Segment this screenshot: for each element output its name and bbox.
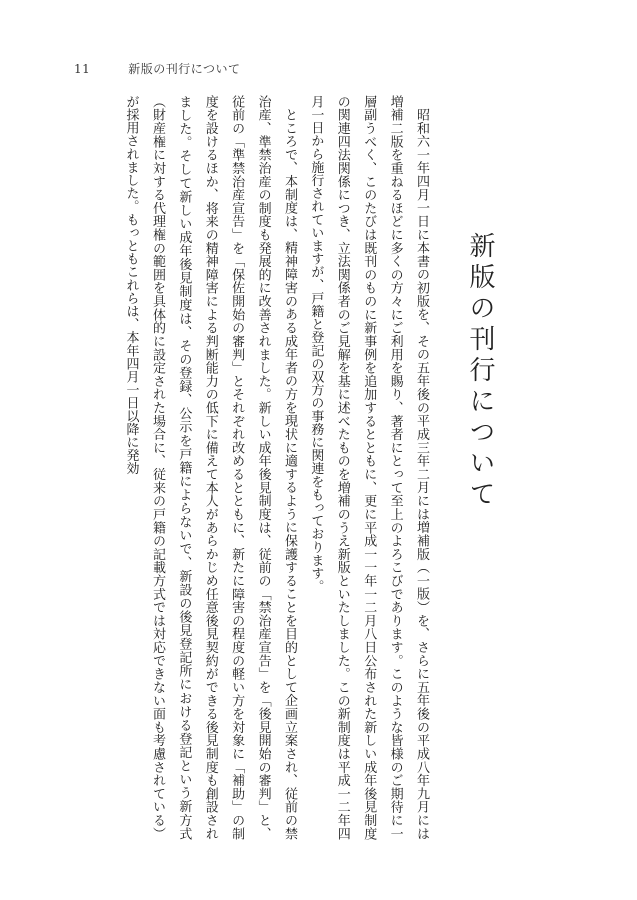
page-number: 11 (74, 62, 91, 76)
running-header (74, 60, 241, 77)
paragraph-1: 昭和六一年四月一日に本書の初版を、その五年後の平成三年二月には増補版（一版）を、さらに五年後の平成八年九月には増補二版を重ねるほどに多くの方々にご利用を賜り、著者にとって至上のよろこびであります。このような皆様のご期待に一層副うべく、このたびは既刊のものに新事例を追加するとともに、更に平成一一年一二月八日公布された新しい成年後見制度の関連四法関係につき、立法関係者のご見解を基に述べたものを増補のうえ新版といたしました。この新制度は平成一二年四月一日から施行されていますが、戸籍と登記の双方の事務に関連をもっております。 (308, 95, 429, 840)
paragraph-2: ところで、本制度は、精神障害のある成年者の方を現状に適するように保護することを目的として企画立案され、従前の禁治産、準禁治産の制度も発展的に改善されました。新しい成年後見制度は、従前の「禁治産宣告」を「後見開始の審判」と、従前の「準禁治産宣告」を「保佐開始の審判」とそれぞれ改めるとともに、新たに障害の程度の軽い方を対象に「補助」の制度を設けるほか、将来の精神障害による判断能力の低下に備えて本人があらかじめ任意後見契約ができる後見制度も創設されました。そして新しい成年後見制度は、その登録、公示を戸籍によらないで、新設の後見登記所における登記という新方式（財産権に対する代理権の範囲を具体的に設定された場合に、従来の戸籍の記載方式では対応できない面も考慮されている）が採用されました。もっともこれらは、本年四月一日以降に発効 (123, 95, 297, 840)
body-text (117, 95, 434, 840)
running-title: 新版の刊行について (128, 62, 241, 76)
chapter-title: 新版の刊行について (465, 232, 495, 511)
